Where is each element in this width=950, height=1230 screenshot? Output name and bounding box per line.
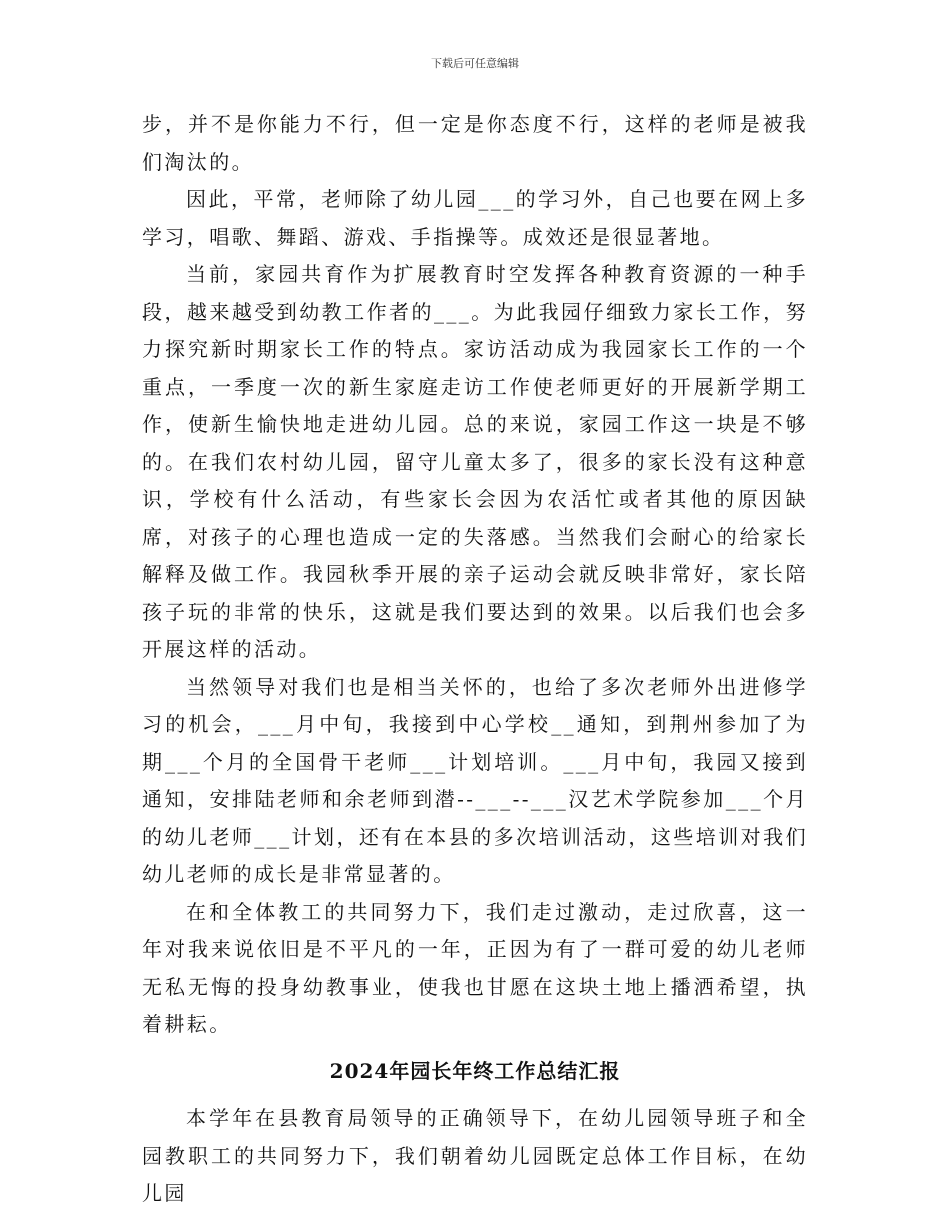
section-title: 2024年园长年终工作总结汇报 — [329, 1058, 621, 1083]
paragraph-continuation: 步，并不是你能力不行，但一定是你态度不行，这样的老师是被我们淘汰的。 — [142, 112, 808, 174]
document-body — [142, 106, 808, 1213]
paragraph-conclusion: 在和全体教工的共同努力下，我们走过激动，走过欣喜，这一年对我来说依旧是不平凡的一年，正因为有了一群可爱的幼儿老师无私无悔的投身幼教事业，使我也甘愿在这块土地上播洒希望，执着耕耘。 — [142, 899, 808, 1036]
paragraph-intro: 本学年在县教育局领导的正确领导下，在幼儿园领导班子和全园教职工的共同努力下，我们朝着幼儿园既定总体工作目标，在幼儿园 — [142, 1106, 808, 1205]
paragraph-home-school: 当前，家园共育作为扩展教育时空发挥各种教育资源的一种手段，越来越受到幼教工作者的___。为此我园仔细致力家长工作，努力探究新时期家长工作的特点。家访活动成为我园家长工作的一个重点，一季度一次的新生家庭走访工作使老师更好的开展新学期工作，使新生愉快地走进幼儿园。总的来说，家园工作这一块是不够的。在我们农村幼儿园，留守儿童太多了，很多的家长没有这种意识，学校有什么活动，有些家长会因为农活忙或者其他的原因缺席，对孩子的心理也造成一定的失落感。当然我们会耐心的给家长解释及做工作。我园秋季开展的亲子运动会就反映非常好，家长陪孩子玩的非常的快乐，这就是我们要达到的效果。以后我们也会多开展这样的活动。 — [142, 262, 808, 661]
page-header: 下载后可任意编辑 — [431, 57, 519, 70]
paragraph-training: 当然领导对我们也是相当关怀的，也给了多次老师外出进修学习的机会，___月中旬，我接到中心学校__通知，到荆州参加了为期___个月的全国骨干老师___计划培训。___月中旬，我园又接到通知，安排陆老师和余老师到潜--___--___汉艺术学院参加___个月的幼儿老师___计划，还有在本县的多次培训活动，这些培训对我们幼儿老师的成长是非常显著的。 — [142, 674, 808, 886]
paragraph-study: 因此，平常，老师除了幼儿园___的学习外，自己也要在网上多学习，唱歌、舞蹈、游戏、手指操等。成效还是很显著地。 — [142, 187, 808, 249]
